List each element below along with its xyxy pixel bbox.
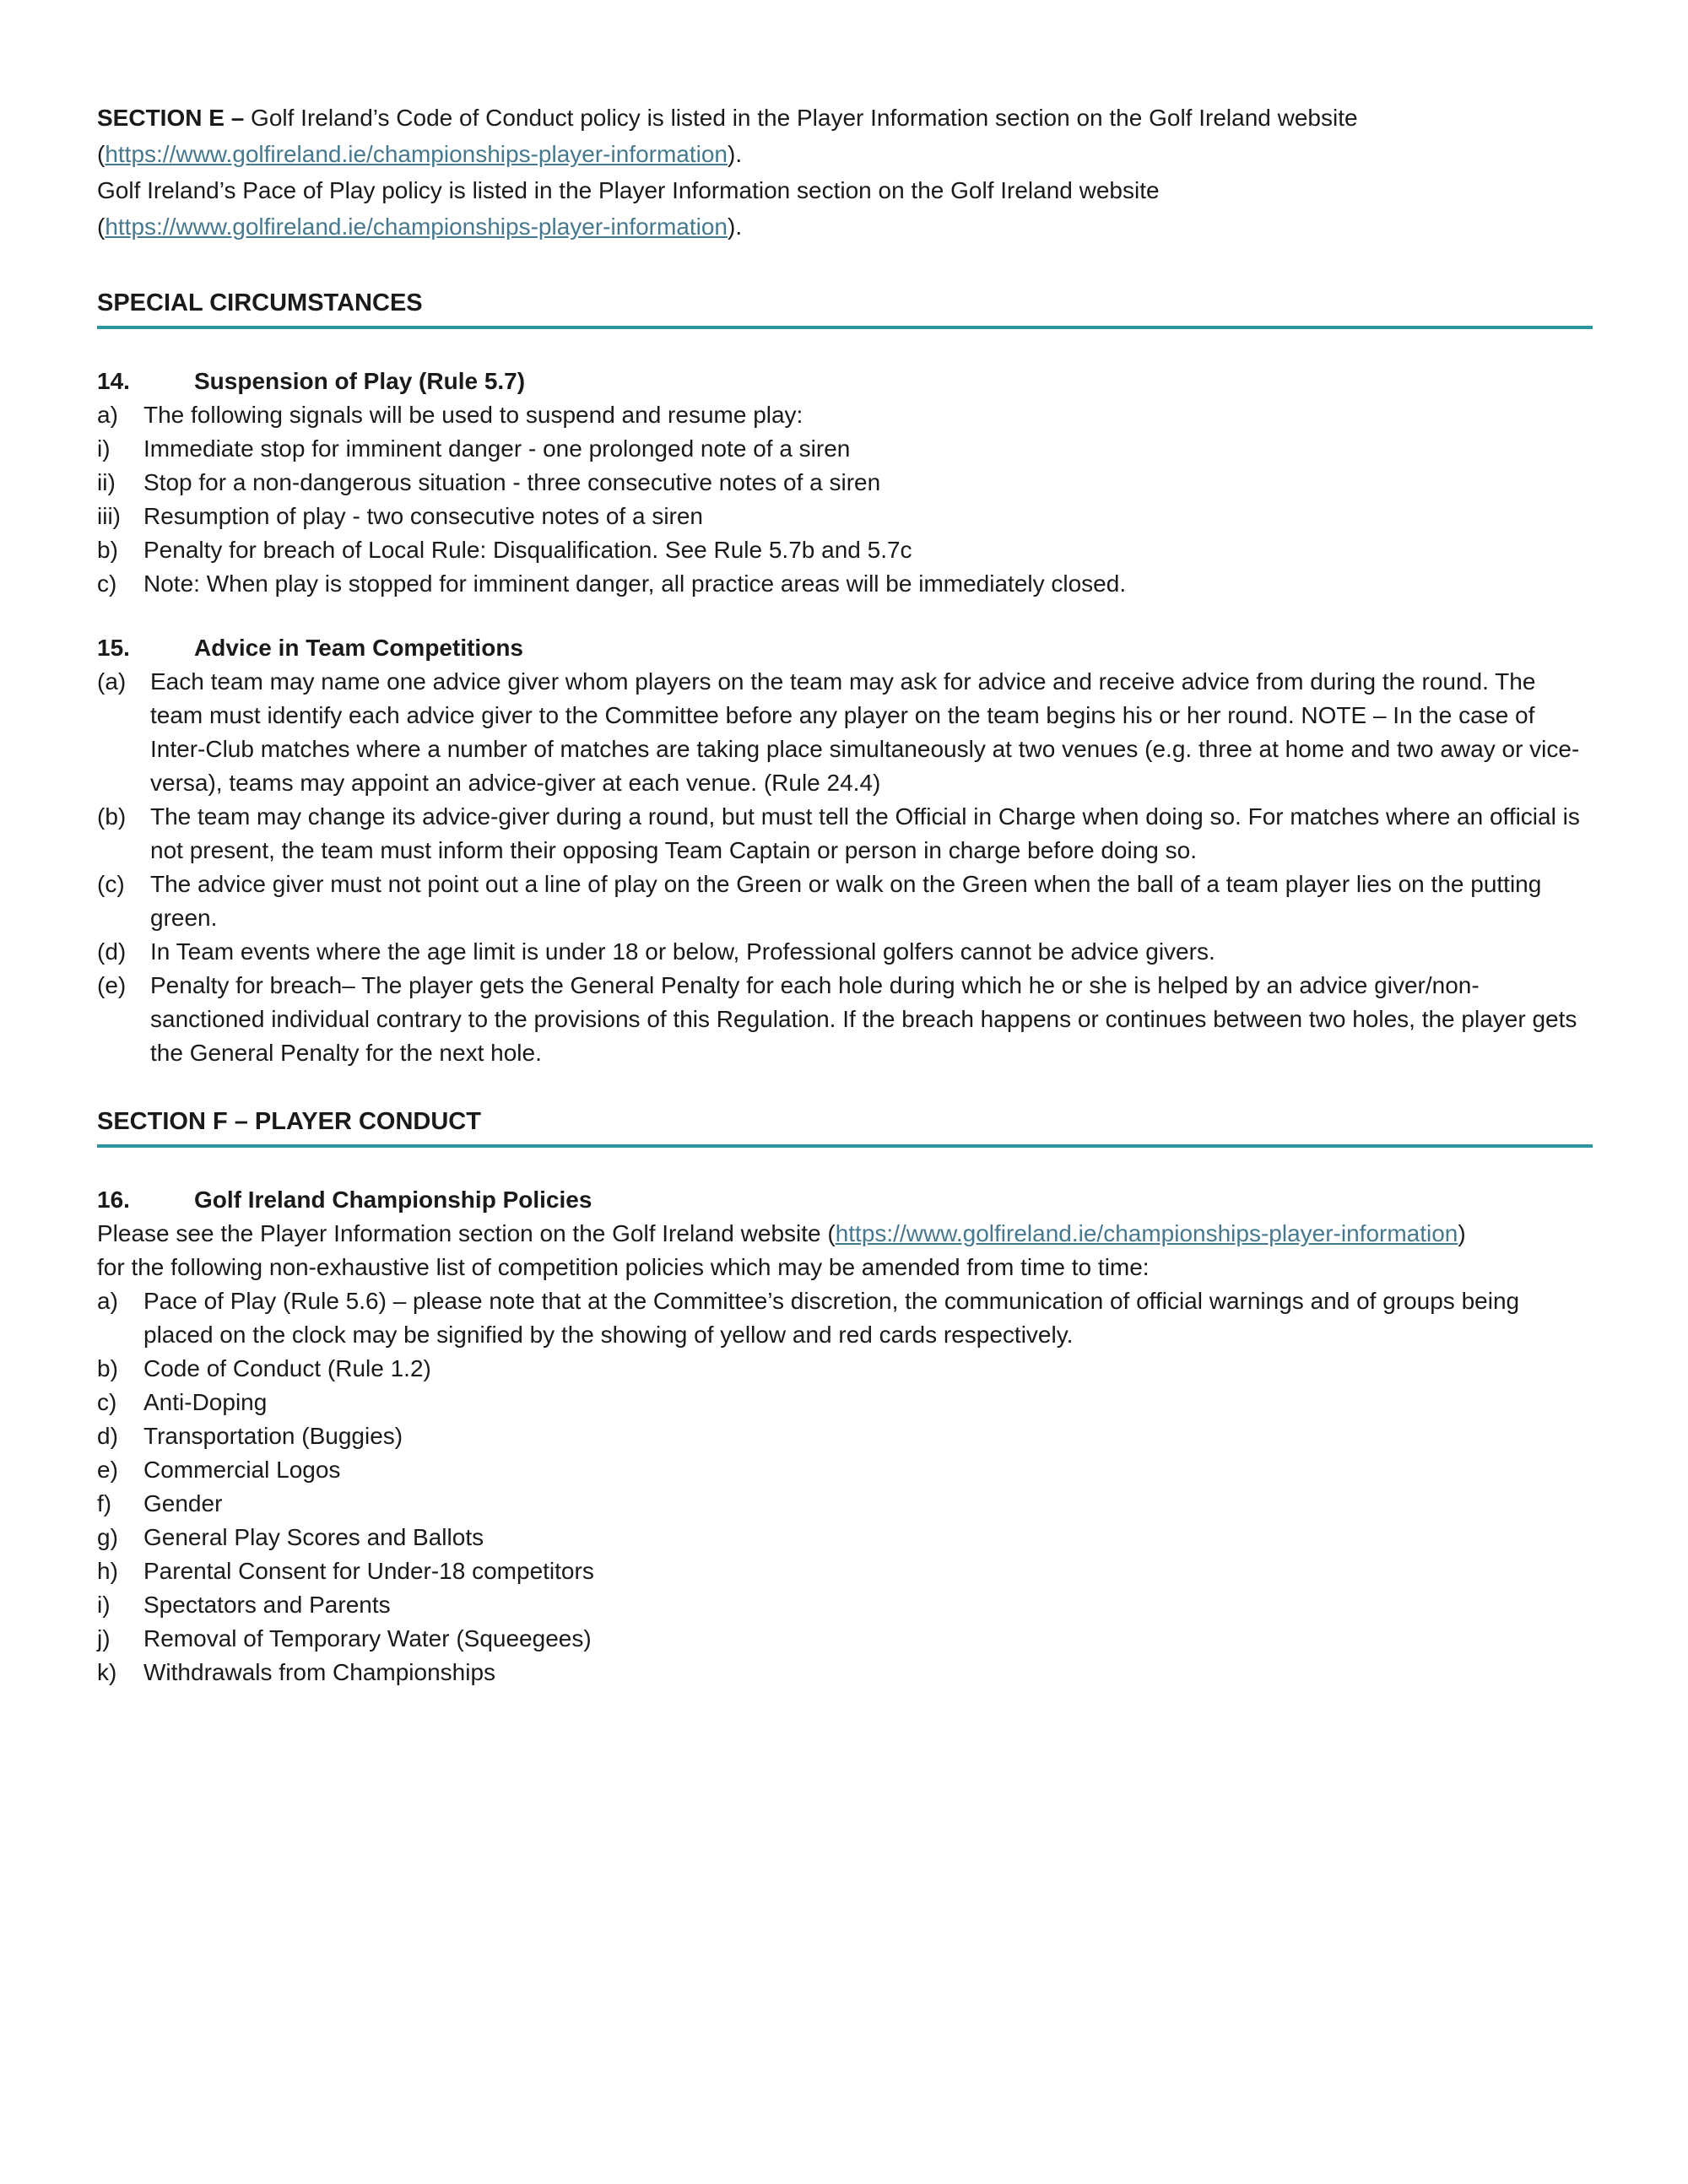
list-item-label: i) [97,1592,111,1618]
list-item-text: Anti-Doping [143,1389,268,1415]
list-item-label: c) [97,570,117,597]
list-item-text: Penalty for breach– The player gets the General Penalty for each hole during which he or she is helped by an advice giver/non-sanctioned individual contrary to the provisions of this Regulation. If the breach happens or continues between two holes, the player gets the General Penalty for the next hole. [150,972,1577,1066]
list-item-text: Penalty for breach of Local Rule: Disqualification. See Rule 5.7b and 5.7c [143,537,912,563]
list-item-label: (b) [97,803,127,830]
item-15-number: 15. [97,635,130,661]
paren-close: ). [728,214,743,240]
list-item [97,567,1593,601]
list-item-label: b) [97,1355,118,1381]
list-item [97,1284,1593,1352]
list-item-label: a) [97,402,118,428]
list-item [97,800,1593,868]
list-item [97,432,1593,466]
list-item-text: Note: When play is stopped for imminent danger, all practice areas will be immediately closed. [143,570,1127,597]
list-item [97,1521,1593,1554]
list-item-text: Transportation (Buggies) [143,1423,403,1449]
section-e-line1: Golf Ireland’s Code of Conduct policy is listed in the Player Information section on the Golf Ireland website [244,105,1358,131]
list-item [97,1487,1593,1521]
list-item-text: Resumption of play - two consecutive notes of a siren [143,503,704,529]
list-item-text: The team may change its advice-giver during a round, but must tell the Official in Charge when doing so. For matches where an official is not present, the team must inform their opposing Team Captain or person in charge before doing so. [150,803,1580,863]
section-e-line3: Golf Ireland’s Pace of Play policy is listed in the Player Information section on the Golf Ireland website [97,177,1160,203]
list-item-label: (d) [97,938,127,965]
item-16-number: 16. [97,1187,130,1213]
item-14-heading [97,365,1593,398]
paren-open: ( [827,1220,836,1246]
list-item [97,1352,1593,1386]
list-item [97,1386,1593,1419]
list-item-text: Pace of Play (Rule 5.6) – please note that at the Committee’s discretion, the communication of official warnings and of groups being placed on the clock may be signified by the showing of yellow and red cards respectively. [143,1288,1520,1348]
list-item-label: c) [97,1389,117,1415]
list-item-text: Stop for a non-dangerous situation - three consecutive notes of a siren [143,469,881,495]
list-item-label: (a) [97,668,127,695]
list-item [97,398,1593,432]
list-item-text: Commercial Logos [143,1457,341,1483]
list-item-label: b) [97,537,118,563]
list-item-text: Withdrawals from Championships [143,1659,496,1685]
list-item-text: Each team may name one advice giver whom players on the team may ask for advice and receive advice from during the round. The team must identify each advice giver to the Committee before any player on the team begins his or her round. NOTE – In the case of Inter-Club matches where a number of matches are taking place simultaneously at two venues (e.g. three at home and two away or vice-versa), teams may appoint an advice-giver at each venue. (Rule 24.4) [150,668,1580,796]
code-of-conduct-link[interactable]: https://www.golfireland.ie/championships-player-information [105,141,728,167]
list-item-label: (c) [97,871,125,897]
list-item [97,1554,1593,1588]
item-15-title: Advice in Team Competitions [194,635,523,661]
item-14-title: Suspension of Play (Rule 5.7) [194,368,526,394]
list-item [97,1588,1593,1622]
list-item-label: g) [97,1524,118,1550]
list-item [97,466,1593,500]
paren-close: ) [1458,1220,1466,1246]
list-item-label: f) [97,1490,112,1516]
paren-open: ( [97,141,106,167]
item-16-heading [97,1183,1593,1217]
item-16-intro [97,1217,1593,1284]
list-item [97,533,1593,567]
list-item [97,500,1593,533]
list-item-label: j) [97,1625,111,1652]
item-16-intro-line2: for the following non-exhaustive list of competition policies which may be amended from time to time: [97,1254,1150,1280]
list-item [97,1622,1593,1656]
list-item-text: Immediate stop for imminent danger - one prolonged note of a siren [143,435,851,462]
pace-of-play-link[interactable]: https://www.golfireland.ie/championships-player-information [105,214,728,240]
list-item-label: (e) [97,972,127,998]
heading-special-circumstances: SPECIAL CIRCUMSTANCES [97,289,1593,329]
list-item [97,935,1593,969]
section-e-paragraph [97,100,1593,245]
list-item-label: iii) [97,503,121,529]
list-item-label: d) [97,1423,118,1449]
list-item-text: General Play Scores and Ballots [143,1524,484,1550]
player-information-link[interactable]: https://www.golfireland.ie/championships-player-information [835,1220,1458,1246]
list-item-text: Parental Consent for Under-18 competitors [143,1558,594,1584]
list-item-label: e) [97,1457,118,1483]
list-item [97,1656,1593,1689]
list-item [97,868,1593,935]
item-15-heading [97,631,1593,665]
list-item-label: ii) [97,469,116,495]
list-item-label: i) [97,435,111,462]
list-item-text: The advice giver must not point out a line of play on the Green or walk on the Green when the ball of a team player lies on the putting green. [150,871,1542,931]
paren-open: ( [97,214,106,240]
item-16-intro-text: Please see the Player Information section on the Golf Ireland website [97,1220,828,1246]
section-e-label: SECTION E – [97,105,245,131]
list-item-label: k) [97,1659,117,1685]
list-item-label: h) [97,1558,118,1584]
list-item-text: Code of Conduct (Rule 1.2) [143,1355,431,1381]
item-14-number: 14. [97,368,130,394]
list-item [97,1419,1593,1453]
list-item-text: Gender [143,1490,223,1516]
list-item-text: In Team events where the age limit is under 18 or below, Professional golfers cannot be advice givers. [150,938,1215,965]
list-item-text: Removal of Temporary Water (Squeegees) [143,1625,592,1652]
list-item [97,665,1593,800]
item-16-title: Golf Ireland Championship Policies [194,1187,592,1213]
list-item [97,1453,1593,1487]
list-item-label: a) [97,1288,118,1314]
list-item [97,969,1593,1070]
heading-section-f: SECTION F – PLAYER CONDUCT [97,1107,1593,1148]
paren-close: ). [728,141,743,167]
list-item-text: Spectators and Parents [143,1592,391,1618]
list-item-text: The following signals will be used to suspend and resume play: [143,402,803,428]
